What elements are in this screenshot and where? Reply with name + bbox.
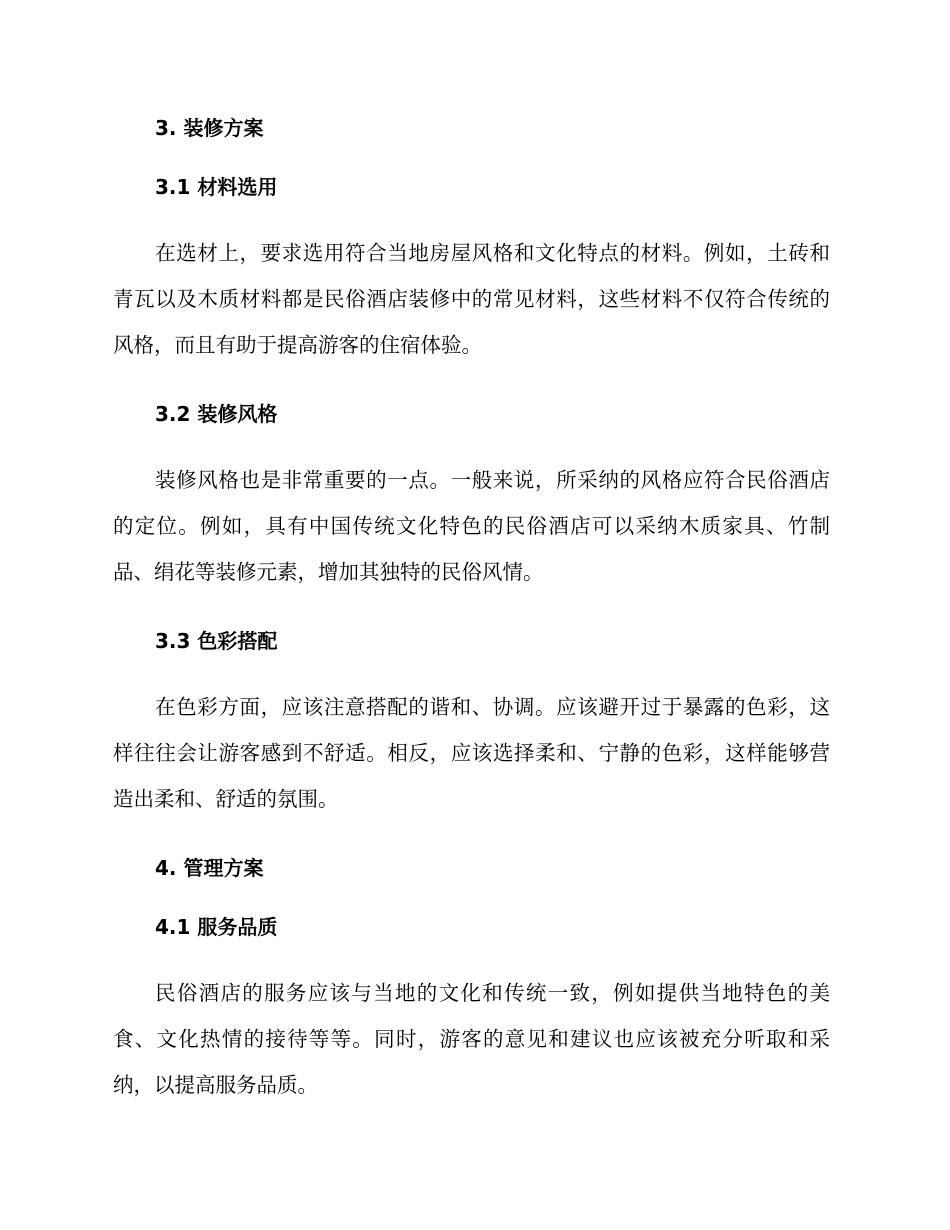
paragraph: 在选材上，要求选用符合当地房屋风格和文化特点的材料。例如，土砖和青瓦以及木质材料都是民俗酒店装修中的常见材料，这些材料不仅符合传统的风格，而且有助于提高游客的住宿体验。 xyxy=(113,241,830,357)
paragraph: 在色彩方面，应该注意搭配的谐和、协调。应该避开过于暴露的色彩，这样往往会让游客感到不舒适。相反，应该选择柔和、宁静的色彩，这样能够营造出柔和、舒适的氛围。 xyxy=(113,695,830,811)
document-body xyxy=(113,112,830,1108)
paragraph: 装修风格也是非常重要的一点。一般来说，所采纳的风格应符合民俗酒店的定位。例如，具有中国传统文化特色的民俗酒店可以采纳木质家具、竹制品、绢花等装修元素，增加其独特的民俗风情。 xyxy=(113,468,830,584)
subsection-heading: 3.3 色彩搭配 xyxy=(155,629,278,653)
paragraph: 民俗酒店的服务应该与当地的文化和传统一致，例如提供当地特色的美食、文化热情的接待等等。同时，游客的意见和建议也应该被充分听取和采纳，以提高服务品质。 xyxy=(113,981,830,1097)
subsection-heading: 3.2 装修风格 xyxy=(155,402,278,426)
section-heading: 3. 装修方案 xyxy=(155,116,264,140)
subsection-heading: 4.1 服务品质 xyxy=(155,915,278,939)
subsection-heading: 3.1 材料选用 xyxy=(155,175,278,199)
section-heading: 4. 管理方案 xyxy=(155,856,264,880)
